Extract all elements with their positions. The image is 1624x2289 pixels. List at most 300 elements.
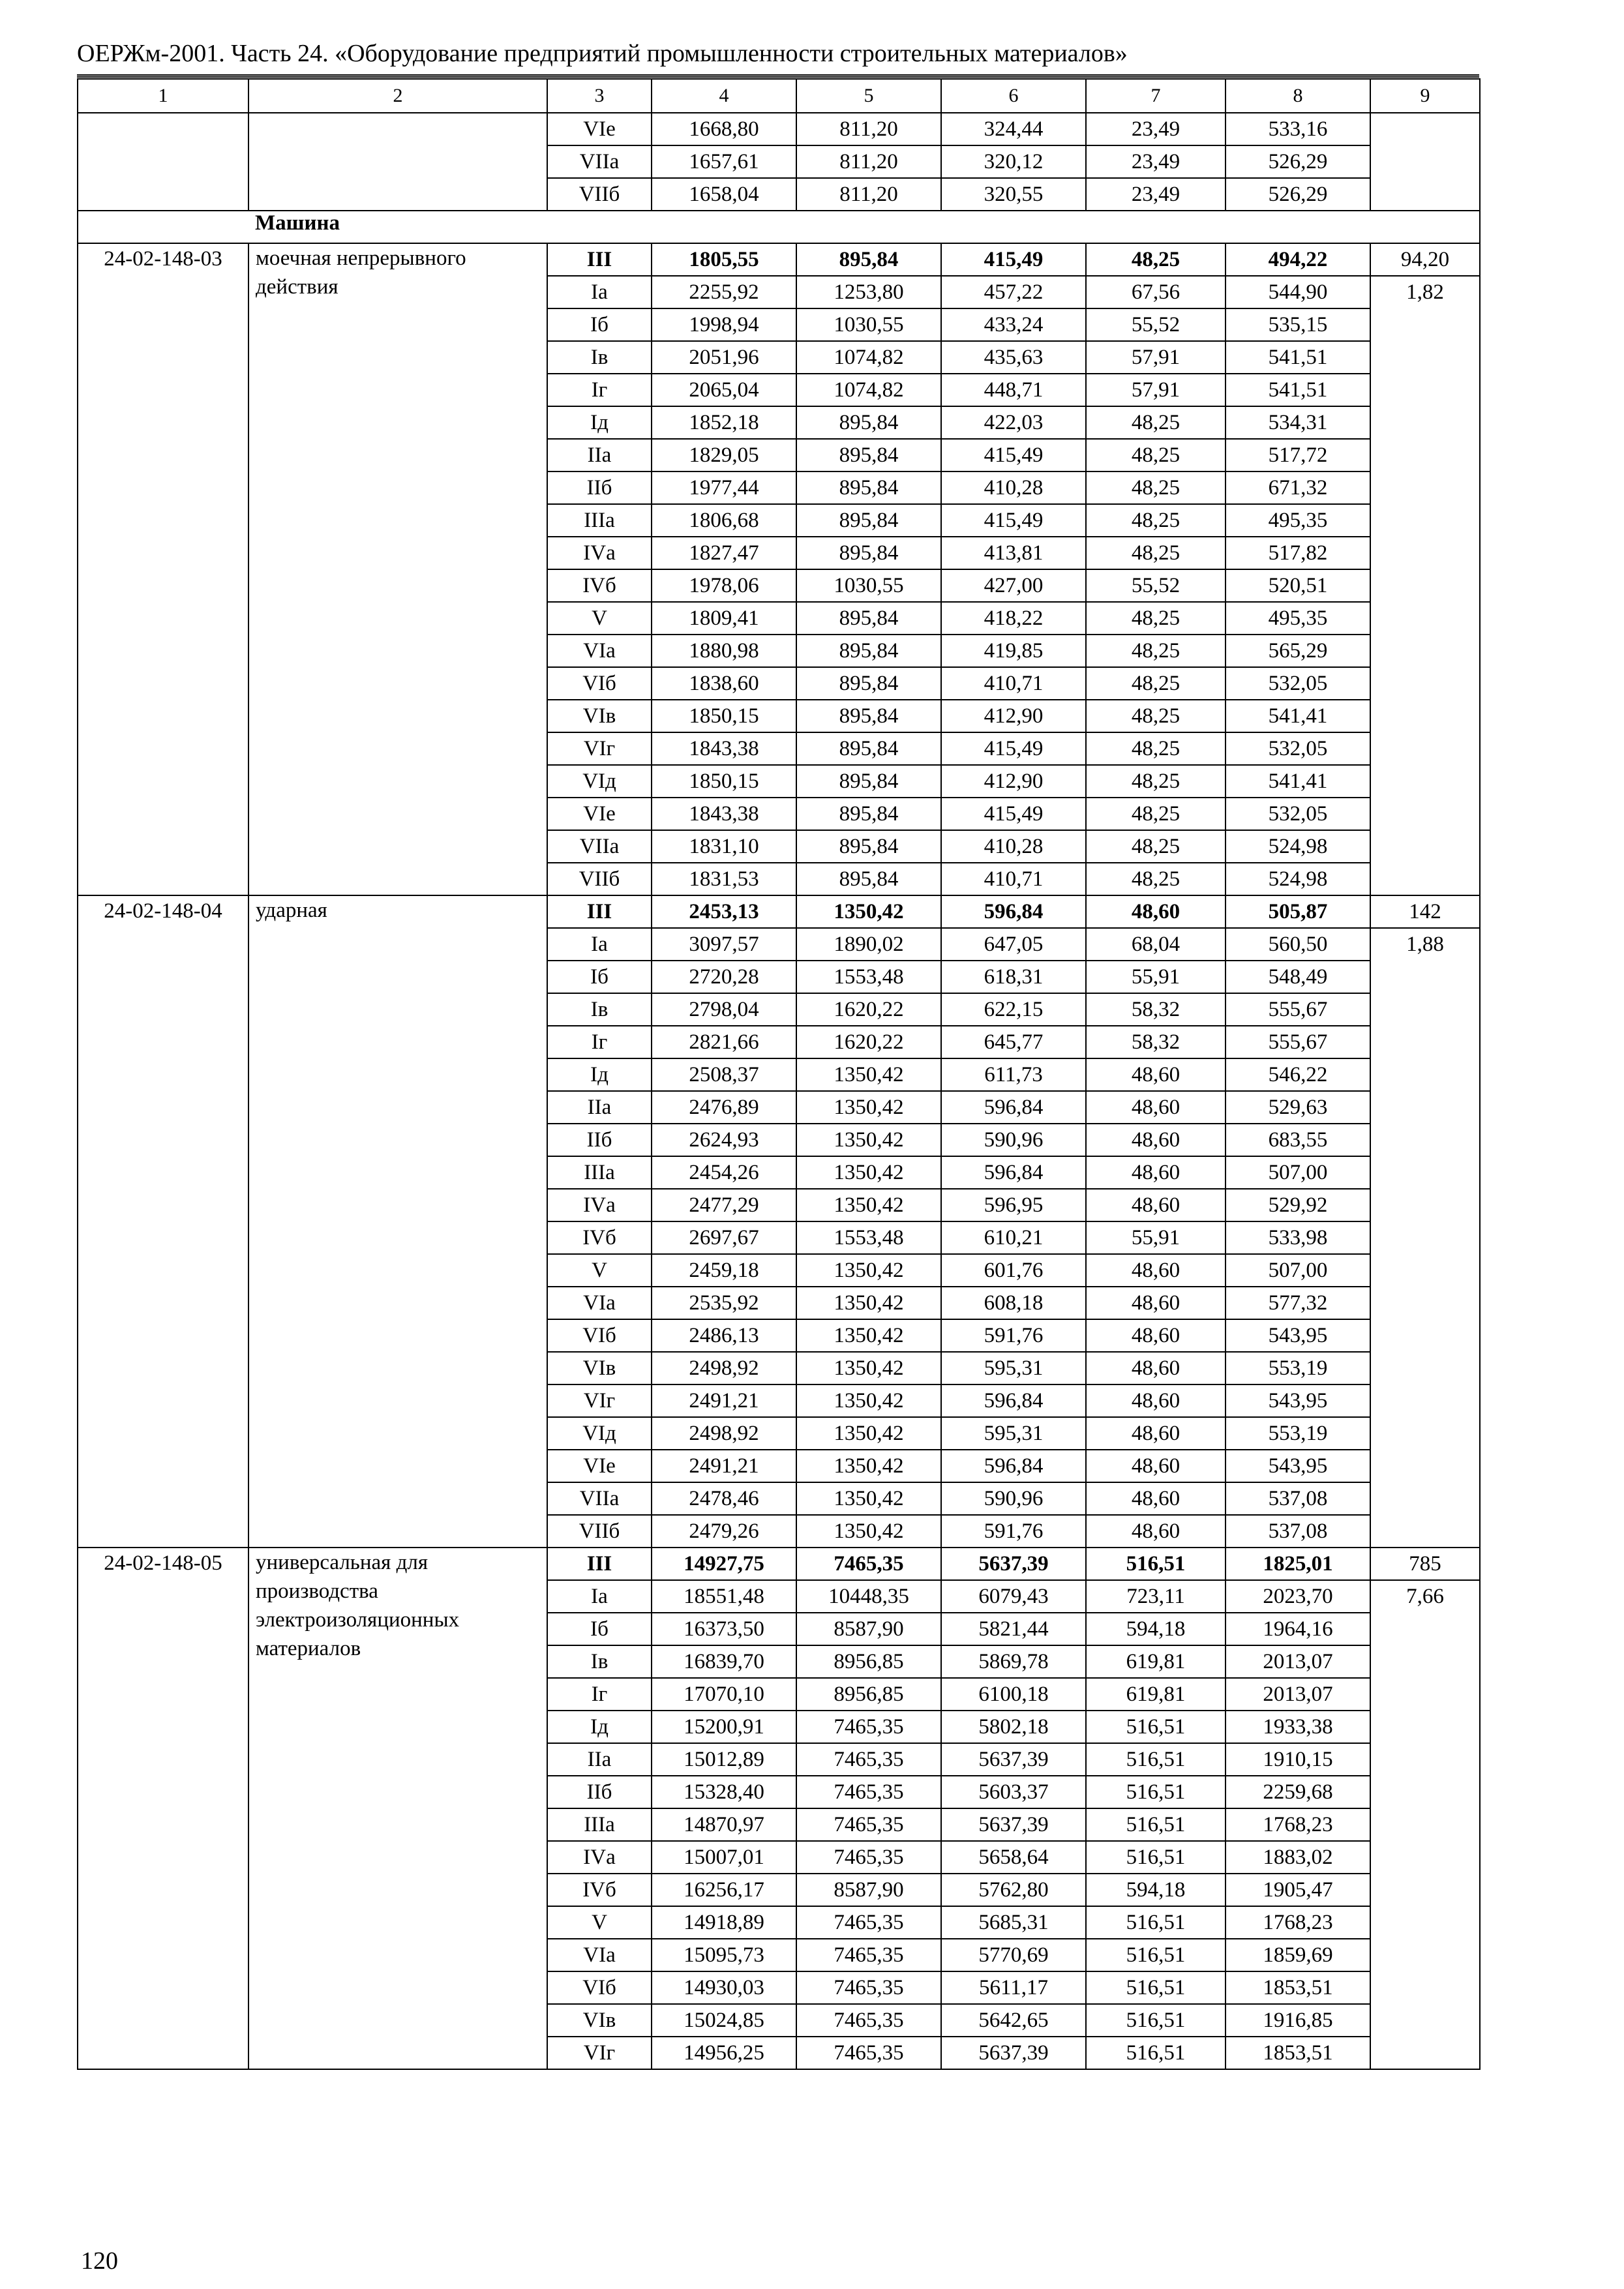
zone-cell: Iа — [547, 276, 652, 308]
zone-cell: VIIб — [547, 178, 652, 211]
value-cell: 2508,37 — [652, 1058, 796, 1091]
value-cell: 594,18 — [1086, 1874, 1226, 1906]
value-cell: 645,77 — [941, 1026, 1086, 1058]
code-cell — [78, 211, 248, 243]
value-cell: 14927,75 — [652, 1548, 796, 1580]
value-cell: 524,98 — [1226, 863, 1370, 895]
value-cell: 48,25 — [1086, 504, 1226, 537]
value-cell: 2821,66 — [652, 1026, 796, 1058]
value-cell: 596,84 — [941, 1091, 1086, 1124]
value-cell: 48,25 — [1086, 243, 1226, 276]
value-cell: 671,32 — [1226, 471, 1370, 504]
value-cell: 2477,29 — [652, 1189, 796, 1221]
value-cell: 58,32 — [1086, 993, 1226, 1026]
zone-cell: III — [547, 243, 652, 276]
value-cell: 1350,42 — [796, 1287, 941, 1319]
value-cell: 895,84 — [796, 406, 941, 439]
value-cell: 412,90 — [941, 700, 1086, 732]
zone-cell: IVб — [547, 1221, 652, 1254]
value-cell: 895,84 — [796, 537, 941, 569]
value-cell: 48,25 — [1086, 439, 1226, 471]
value-cell: 1883,02 — [1226, 1841, 1370, 1874]
zone-cell: Iв — [547, 993, 652, 1026]
zone-cell: V — [547, 1254, 652, 1287]
value-cell: 541,51 — [1226, 341, 1370, 374]
value-cell: 48,25 — [1086, 406, 1226, 439]
value-cell: 48,60 — [1086, 1156, 1226, 1189]
value-cell: 560,50 — [1226, 928, 1370, 961]
zone-cell: VIIб — [547, 1515, 652, 1548]
zone-cell: IVа — [547, 1189, 652, 1221]
value-cell: 1350,42 — [796, 895, 941, 928]
value-cell: 48,60 — [1086, 1124, 1226, 1156]
zone-cell: IIIа — [547, 1156, 652, 1189]
value-cell: 48,25 — [1086, 667, 1226, 700]
value-cell: 2535,92 — [652, 1287, 796, 1319]
value-cell: 1553,48 — [796, 961, 941, 993]
value-cell: 410,71 — [941, 667, 1086, 700]
zone-cell: VIв — [547, 700, 652, 732]
code-cell — [78, 113, 248, 211]
value-cell: 1657,61 — [652, 145, 796, 178]
column-number: 8 — [1226, 79, 1370, 113]
resource-code: 24-02-148-03 — [78, 243, 248, 895]
value-cell: 1829,05 — [652, 439, 796, 471]
value-cell: 5685,31 — [941, 1906, 1086, 1939]
zone-cell: IIб — [547, 471, 652, 504]
value-cell: 895,84 — [796, 602, 941, 635]
value-cell: 532,05 — [1226, 732, 1370, 765]
value-cell: 895,84 — [796, 732, 941, 765]
value-cell: 14930,03 — [652, 1971, 796, 2004]
zone-cell: III — [547, 895, 652, 928]
value-cell: 1553,48 — [796, 1221, 941, 1254]
value-cell: 2720,28 — [652, 961, 796, 993]
value-cell: 1809,41 — [652, 602, 796, 635]
value-cell: 14918,89 — [652, 1906, 796, 1939]
value-cell: 591,76 — [941, 1515, 1086, 1548]
value-cell: 2697,67 — [652, 1221, 796, 1254]
value-cell: 48,60 — [1086, 1482, 1226, 1515]
value-cell: 494,22 — [1226, 243, 1370, 276]
value-cell: 415,49 — [941, 732, 1086, 765]
value-cell: 48,60 — [1086, 1189, 1226, 1221]
value-cell: 895,84 — [796, 471, 941, 504]
value-cell: 1831,10 — [652, 830, 796, 863]
zone-cell: VIIа — [547, 145, 652, 178]
zone-cell: VIд — [547, 1417, 652, 1450]
zone-cell: VIе — [547, 1450, 652, 1482]
value-cell: 1838,60 — [652, 667, 796, 700]
value-cell: 723,11 — [1086, 1580, 1226, 1613]
value-cell: 601,76 — [941, 1254, 1086, 1287]
value-cell: 537,08 — [1226, 1515, 1370, 1548]
zone-cell: IVб — [547, 569, 652, 602]
table-row — [78, 1548, 1480, 1580]
value-cell: 577,32 — [1226, 1287, 1370, 1319]
value-cell: 2624,93 — [652, 1124, 796, 1156]
value-cell: 48,25 — [1086, 537, 1226, 569]
value-cell: 1350,42 — [796, 1319, 941, 1352]
value-cell: 895,84 — [796, 765, 941, 798]
section-row — [78, 211, 1480, 243]
value-cell: 48,60 — [1086, 1058, 1226, 1091]
value-cell: 48,60 — [1086, 1091, 1226, 1124]
value-cell: 17070,10 — [652, 1678, 796, 1711]
value-cell: 526,29 — [1226, 145, 1370, 178]
value-cell: 433,24 — [941, 308, 1086, 341]
value-cell: 505,87 — [1226, 895, 1370, 928]
value-cell: 412,90 — [941, 765, 1086, 798]
value-cell: 2023,70 — [1226, 1580, 1370, 1613]
value-cell: 1350,42 — [796, 1058, 941, 1091]
value-cell: 1853,51 — [1226, 2037, 1370, 2069]
value-cell: 1350,42 — [796, 1515, 941, 1548]
value-cell: 67,56 — [1086, 276, 1226, 308]
value-cell: 48,60 — [1086, 1352, 1226, 1384]
value-cell: 517,82 — [1226, 537, 1370, 569]
value-cell: 5611,17 — [941, 1971, 1086, 2004]
value-cell: 1852,18 — [652, 406, 796, 439]
value-cell: 2498,92 — [652, 1352, 796, 1384]
column-number: 3 — [547, 79, 652, 113]
value-cell: 895,84 — [796, 504, 941, 537]
value-cell: 516,51 — [1086, 1743, 1226, 1776]
value-cell: 895,84 — [796, 667, 941, 700]
mass-value: 94,20 — [1370, 243, 1480, 276]
value-cell: 415,49 — [941, 439, 1086, 471]
value-cell: 410,28 — [941, 471, 1086, 504]
zone-cell: VIе — [547, 113, 652, 145]
value-cell: 5637,39 — [941, 1548, 1086, 1580]
zone-cell: VIа — [547, 635, 652, 667]
value-cell: 595,31 — [941, 1417, 1086, 1450]
value-cell: 595,31 — [941, 1352, 1086, 1384]
value-cell: 5603,37 — [941, 1776, 1086, 1808]
value-cell: 591,76 — [941, 1319, 1086, 1352]
zone-cell: IIа — [547, 1743, 652, 1776]
value-cell: 5869,78 — [941, 1645, 1086, 1678]
value-cell: 895,84 — [796, 798, 941, 830]
mass-value: 142 — [1370, 895, 1480, 928]
value-cell: 2013,07 — [1226, 1678, 1370, 1711]
value-cell: 2453,13 — [652, 895, 796, 928]
value-cell: 2459,18 — [652, 1254, 796, 1287]
value-cell: 48,60 — [1086, 1417, 1226, 1450]
zone-cell: Iг — [547, 374, 652, 406]
value-cell: 1350,42 — [796, 1189, 941, 1221]
value-cell: 895,84 — [796, 439, 941, 471]
value-cell: 48,25 — [1086, 635, 1226, 667]
value-cell: 55,52 — [1086, 569, 1226, 602]
value-cell: 2491,21 — [652, 1450, 796, 1482]
value-cell: 48,25 — [1086, 798, 1226, 830]
value-cell: 1768,23 — [1226, 1808, 1370, 1841]
value-cell: 516,51 — [1086, 1841, 1226, 1874]
zone-cell: VIб — [547, 667, 652, 700]
value-cell: 14956,25 — [652, 2037, 796, 2069]
value-cell: 647,05 — [941, 928, 1086, 961]
value-cell: 543,95 — [1226, 1319, 1370, 1352]
value-cell: 517,72 — [1226, 439, 1370, 471]
value-cell: 48,60 — [1086, 1254, 1226, 1287]
value-cell: 7465,35 — [796, 1711, 941, 1743]
rates-table-container — [77, 78, 1481, 2070]
zone-cell: Iв — [547, 341, 652, 374]
value-cell: 516,51 — [1086, 1711, 1226, 1743]
value-cell: 555,67 — [1226, 1026, 1370, 1058]
zone-cell: IIIа — [547, 1808, 652, 1841]
column-number: 6 — [941, 79, 1086, 113]
resource-name: моечная непрерывного действия — [248, 243, 547, 895]
value-cell: 15024,85 — [652, 2004, 796, 2037]
value-cell: 5642,65 — [941, 2004, 1086, 2037]
value-cell: 415,49 — [941, 798, 1086, 830]
value-cell: 435,63 — [941, 341, 1086, 374]
value-cell: 507,00 — [1226, 1156, 1370, 1189]
value-cell: 541,51 — [1226, 374, 1370, 406]
value-cell: 6100,18 — [941, 1678, 1086, 1711]
value-cell: 23,49 — [1086, 145, 1226, 178]
value-cell: 48,60 — [1086, 1319, 1226, 1352]
value-cell: 7465,35 — [796, 1776, 941, 1808]
value-cell: 1668,80 — [652, 113, 796, 145]
value-cell: 533,16 — [1226, 113, 1370, 145]
value-cell: 48,25 — [1086, 863, 1226, 895]
value-cell: 596,84 — [941, 895, 1086, 928]
value-cell: 1910,15 — [1226, 1743, 1370, 1776]
value-cell: 533,98 — [1226, 1221, 1370, 1254]
value-cell: 15095,73 — [652, 1939, 796, 1971]
column-number-row — [78, 79, 1480, 113]
value-cell: 622,15 — [941, 993, 1086, 1026]
zone-cell: VIг — [547, 2037, 652, 2069]
value-cell: 516,51 — [1086, 1808, 1226, 1841]
value-cell: 448,71 — [941, 374, 1086, 406]
value-cell: 811,20 — [796, 178, 941, 211]
value-cell: 1350,42 — [796, 1482, 941, 1515]
name-cell — [248, 113, 547, 211]
value-cell: 14870,97 — [652, 1808, 796, 1841]
zone-cell: IVб — [547, 1874, 652, 1906]
value-cell: 1905,47 — [1226, 1874, 1370, 1906]
value-cell: 1890,02 — [796, 928, 941, 961]
value-cell: 1859,69 — [1226, 1939, 1370, 1971]
value-cell: 58,32 — [1086, 1026, 1226, 1058]
value-cell: 495,35 — [1226, 504, 1370, 537]
zone-cell: VIд — [547, 765, 652, 798]
value-cell: 541,41 — [1226, 700, 1370, 732]
value-cell: 548,49 — [1226, 961, 1370, 993]
value-cell: 1977,44 — [652, 471, 796, 504]
value-cell: 8587,90 — [796, 1874, 941, 1906]
value-cell: 16256,17 — [652, 1874, 796, 1906]
value-cell: 2013,07 — [1226, 1645, 1370, 1678]
value-cell: 3097,57 — [652, 928, 796, 961]
value-cell: 422,03 — [941, 406, 1086, 439]
zone-cell: IIа — [547, 439, 652, 471]
value-cell: 1350,42 — [796, 1450, 941, 1482]
value-cell: 516,51 — [1086, 2004, 1226, 2037]
value-cell: 7465,35 — [796, 2037, 941, 2069]
value-cell: 1620,22 — [796, 1026, 941, 1058]
value-cell: 1350,42 — [796, 1091, 941, 1124]
value-cell: 1827,47 — [652, 537, 796, 569]
value-cell: 320,55 — [941, 178, 1086, 211]
value-cell: 415,49 — [941, 504, 1086, 537]
value-cell: 7465,35 — [796, 2004, 941, 2037]
value-cell: 8956,85 — [796, 1645, 941, 1678]
value-cell: 590,96 — [941, 1482, 1086, 1515]
value-cell: 895,84 — [796, 700, 941, 732]
mass-value: 785 — [1370, 1548, 1480, 1580]
column-number: 5 — [796, 79, 941, 113]
value-cell: 320,12 — [941, 145, 1086, 178]
page-number: 120 — [81, 2247, 118, 2275]
value-cell: 516,51 — [1086, 1906, 1226, 1939]
value-cell: 608,18 — [941, 1287, 1086, 1319]
value-cell: 48,25 — [1086, 471, 1226, 504]
zone-cell: Iа — [547, 928, 652, 961]
value-cell: 1853,51 — [1226, 1971, 1370, 2004]
value-cell: 2478,46 — [652, 1482, 796, 1515]
rates-table — [77, 78, 1481, 2070]
value-cell: 596,95 — [941, 1189, 1086, 1221]
value-cell: 546,22 — [1226, 1058, 1370, 1091]
value-cell: 415,49 — [941, 243, 1086, 276]
value-cell: 23,49 — [1086, 113, 1226, 145]
value-cell: 596,84 — [941, 1450, 1086, 1482]
zone-cell: Iд — [547, 1711, 652, 1743]
value-cell: 7465,35 — [796, 1906, 941, 1939]
value-cell: 2491,21 — [652, 1384, 796, 1417]
mass-coefficient: 7,66 — [1370, 1580, 1480, 2069]
zone-cell: IIб — [547, 1124, 652, 1156]
zone-cell: Iб — [547, 308, 652, 341]
resource-name: ударная — [248, 895, 547, 1548]
zone-cell: VIг — [547, 1384, 652, 1417]
value-cell: 543,95 — [1226, 1450, 1370, 1482]
value-cell: 7465,35 — [796, 1743, 941, 1776]
value-cell: 1850,15 — [652, 765, 796, 798]
value-cell: 324,44 — [941, 113, 1086, 145]
value-cell: 5637,39 — [941, 1808, 1086, 1841]
value-cell: 57,91 — [1086, 374, 1226, 406]
zone-cell: III — [547, 1548, 652, 1580]
value-cell: 5637,39 — [941, 1743, 1086, 1776]
value-cell: 1074,82 — [796, 341, 941, 374]
value-cell: 15200,91 — [652, 1711, 796, 1743]
value-cell: 537,08 — [1226, 1482, 1370, 1515]
value-cell: 895,84 — [796, 243, 941, 276]
value-cell: 1658,04 — [652, 178, 796, 211]
value-cell: 555,67 — [1226, 993, 1370, 1026]
value-cell: 553,19 — [1226, 1417, 1370, 1450]
value-cell: 524,98 — [1226, 830, 1370, 863]
zone-cell: V — [547, 1906, 652, 1939]
value-cell: 1998,94 — [652, 308, 796, 341]
value-cell: 15012,89 — [652, 1743, 796, 1776]
value-cell: 7465,35 — [796, 1841, 941, 1874]
value-cell: 55,52 — [1086, 308, 1226, 341]
value-cell: 544,90 — [1226, 276, 1370, 308]
value-cell: 48,25 — [1086, 830, 1226, 863]
value-cell: 68,04 — [1086, 928, 1226, 961]
value-cell: 1805,55 — [652, 243, 796, 276]
value-cell: 594,18 — [1086, 1613, 1226, 1645]
value-cell: 5802,18 — [941, 1711, 1086, 1743]
mass-coefficient: 1,88 — [1370, 928, 1480, 1548]
zone-cell: VIа — [547, 1287, 652, 1319]
zone-cell: Iд — [547, 406, 652, 439]
value-cell: 1843,38 — [652, 732, 796, 765]
value-cell: 2255,92 — [652, 276, 796, 308]
value-cell: 48,25 — [1086, 602, 1226, 635]
value-cell: 8956,85 — [796, 1678, 941, 1711]
value-cell: 1880,98 — [652, 635, 796, 667]
zone-cell: Iб — [547, 961, 652, 993]
value-cell: 48,60 — [1086, 1287, 1226, 1319]
value-cell: 526,29 — [1226, 178, 1370, 211]
resource-code: 24-02-148-05 — [78, 1548, 248, 2069]
zone-cell: IVа — [547, 537, 652, 569]
value-cell: 1350,42 — [796, 1384, 941, 1417]
value-cell: 541,41 — [1226, 765, 1370, 798]
value-cell: 2065,04 — [652, 374, 796, 406]
column-number: 1 — [78, 79, 248, 113]
value-cell: 48,60 — [1086, 1515, 1226, 1548]
value-cell: 5762,80 — [941, 1874, 1086, 1906]
zone-cell: Iв — [547, 1645, 652, 1678]
value-cell: 2476,89 — [652, 1091, 796, 1124]
value-cell: 516,51 — [1086, 1939, 1226, 1971]
zone-cell: VIг — [547, 732, 652, 765]
value-cell: 427,00 — [941, 569, 1086, 602]
value-cell: 55,91 — [1086, 961, 1226, 993]
value-cell: 565,29 — [1226, 635, 1370, 667]
value-cell: 495,35 — [1226, 602, 1370, 635]
value-cell: 895,84 — [796, 830, 941, 863]
zone-cell: VIа — [547, 1939, 652, 1971]
value-cell: 2479,26 — [652, 1515, 796, 1548]
value-cell: 48,60 — [1086, 1384, 1226, 1417]
value-cell: 529,63 — [1226, 1091, 1370, 1124]
value-cell: 811,20 — [796, 113, 941, 145]
value-cell: 619,81 — [1086, 1678, 1226, 1711]
value-cell: 895,84 — [796, 635, 941, 667]
value-cell: 1620,22 — [796, 993, 941, 1026]
zone-cell: Iг — [547, 1026, 652, 1058]
value-cell: 590,96 — [941, 1124, 1086, 1156]
value-cell: 457,22 — [941, 276, 1086, 308]
value-cell: 2454,26 — [652, 1156, 796, 1189]
value-cell: 5658,64 — [941, 1841, 1086, 1874]
zone-cell: VIIб — [547, 863, 652, 895]
value-cell: 7465,35 — [796, 1808, 941, 1841]
table-row — [78, 243, 1480, 276]
value-cell: 1030,55 — [796, 569, 941, 602]
value-cell: 5770,69 — [941, 1939, 1086, 1971]
value-cell: 516,51 — [1086, 1548, 1226, 1580]
value-cell: 811,20 — [796, 145, 941, 178]
value-cell: 1806,68 — [652, 504, 796, 537]
column-number: 9 — [1370, 79, 1480, 113]
column-number: 4 — [652, 79, 796, 113]
zone-cell: Iг — [547, 1678, 652, 1711]
value-cell: 1030,55 — [796, 308, 941, 341]
table-row — [78, 895, 1480, 928]
value-cell: 1350,42 — [796, 1156, 941, 1189]
